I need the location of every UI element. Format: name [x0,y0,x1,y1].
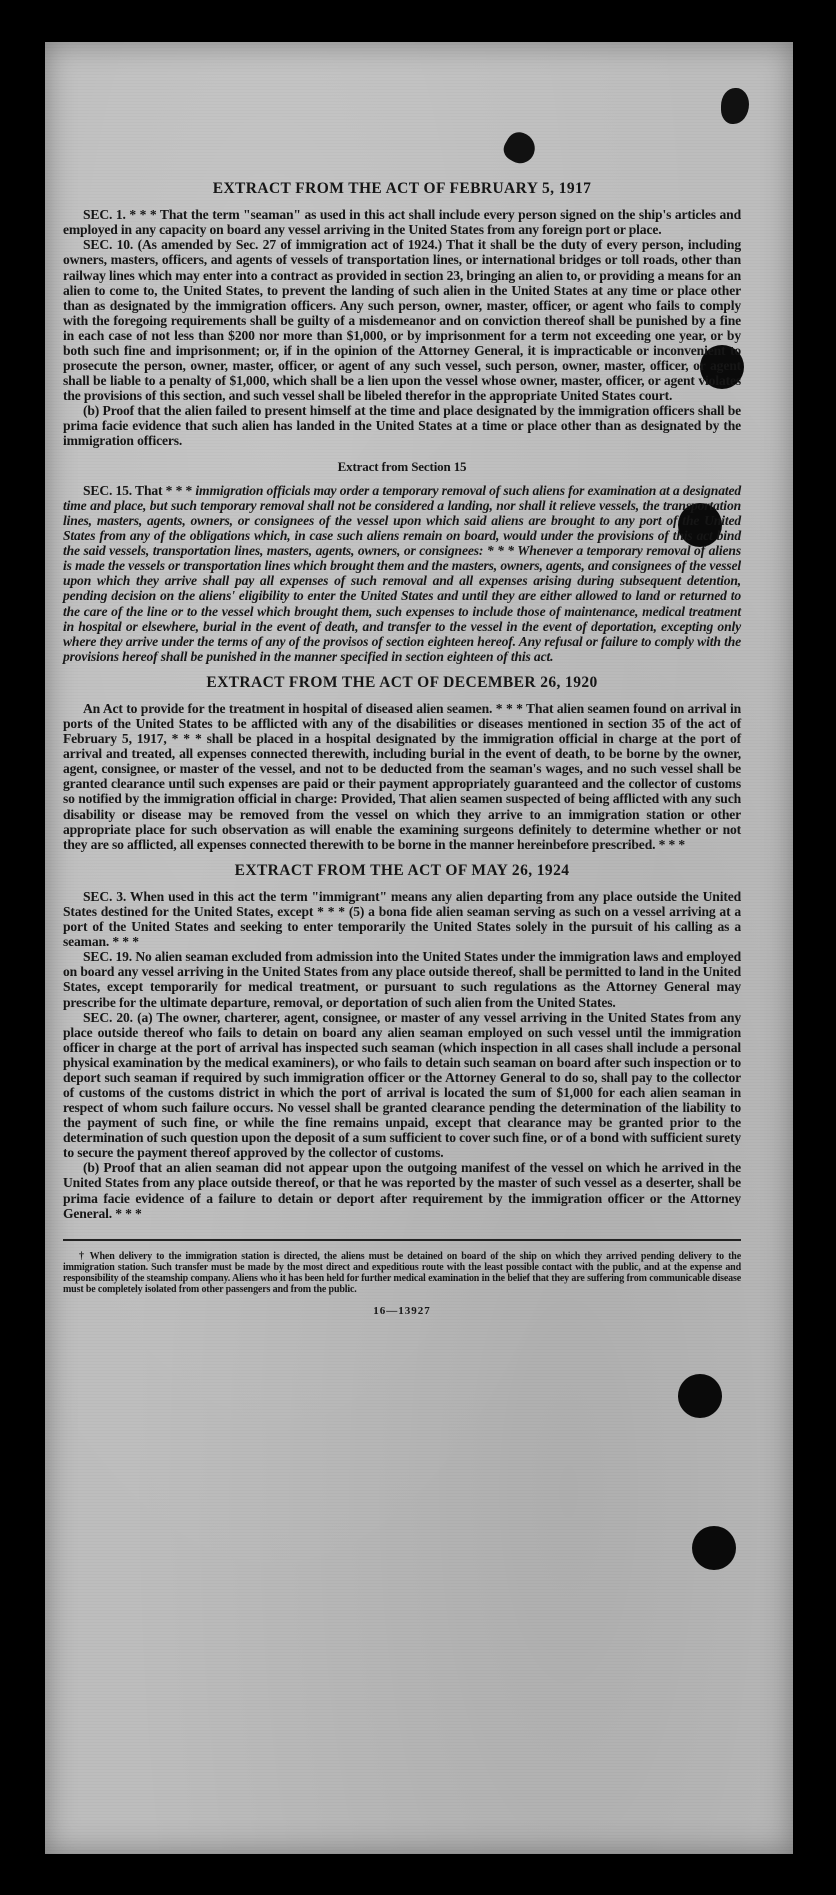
section-15-body: immigration officials may order a temporary removal of such aliens for examination at a designated time and place, but such temporary removal shall not be considered a landing, nor shall it relieve vessels, the transportation lines, masters, agents, owners, or consignees of the vessel upon which said aliens are brought to any port of the United States from any of the obligations which, in case such aliens remain on board, would under the provisions of this act bind the said vessels, transportation lines, masters, agents, owners, or consignees: * * * Whenever a temporary removal of aliens is made the vessels or transportation lines which brought them and the masters, owners, agents, and consignees of the vessel upon which they arrive shall pay all expenses of such removal and all expenses arising during subsequent detention, pending decision on the aliens' eligibility to enter the United States and until they are either allowed to land or returned to the care of the line or to the vessel which brought them, such expenses to include those of maintenance, medical treatment in hospital or elsewhere, burial in the event of death, and transfer to the vessel in the event of deportation, excepting only where they arrive under the terms of any of the provisos of section eighteen hereof. Any refusal or failure to comply with the provisions hereof shall be punished in the manner specified in section eighteen of this act. [63,482,741,664]
punch-hole [678,1374,722,1418]
page-identifier: 16—13927 [373,1304,431,1317]
heading-act-1917: EXTRACT FROM THE ACT OF FEBRUARY 5, 1917 [212,180,592,197]
section-20a-paragraph: SEC. 20. (a) The owner, charterer, agent, consignee, or master of any vessel arriving in the United States from any place outside thereof who fails to detain on board any alien seaman employed on such vessel until the immigration officer in charge at the port of arrival has inspected such seaman (which inspection in all cases shall include a personal physical examination by the medical examiners), or who fails to detain such seaman on board after such inspection or to deport such seaman if required by such immigration officer or the Attorney General to do so, shall pay to the collector of customs of the customs district in which the port of arrival is located the sum of $1,000 for each alien seaman in respect of whom such failure occurs. No vessel shall be granted clearance pending the determination of the liability to the payment of such fine, or while the fine remains unpaid, except that clearance may be granted prior to the determination of such question upon the deposit of a sum sufficient to cover such fine, or of a bond with sufficient surety to secure the payment thereof approved by the collector of customs. [63,1009,741,1161]
section-3-paragraph: SEC. 3. When used in this act the term "immigrant" means any alien departing from any place outside the United States destined for the United States, except * * * (5) a bona fide alien seaman serving as such on a vessel arriving at a port of the United States and seeking to enter temporarily the United States solely in the pursuit of his calling as a seaman. * * * [63,889,741,950]
section-19-paragraph: SEC. 19. No alien seaman excluded from admission into the United States under the immigration laws and employed on board any vessel arriving in the United States from any place outside thereof, shall be permitted to land in the United States, except temporarily for medical treatment, or pursuant to such regulations as the Attorney General may prescribe for the ultimate departure, removal, or deportation of such alien from the United States. [63,949,741,1010]
punch-hole [692,1526,736,1570]
footnote: † When delivery to the immigration station is directed, the aliens must be detained on board of the ship on which they arrived pending delivery to the immigration station. Such transfer must be made by the most direct and expeditious route with the least possible contact with the public, and at the expense and responsibility of the steamship company. Aliens who it has been held for further medical examination in the belief that they are suffering from communicable disease must be completely isolated from other passengers and from the public. [63,1250,741,1295]
heading-act-1924: EXTRACT FROM THE ACT OF MAY 26, 1924 [234,861,570,879]
act-1920-paragraph: An Act to provide for the treatment in hospital of diseased alien seamen. * * * That alien seamen found on arrival in ports of the United States to be afflicted with any of the disabilities or diseases mentioned in section 35 of the act of February 5, 1917, * * * shall be placed in a hospital designated by the immigration official in charge at the port of arrival and treated, all expenses connected therewith, including burial in the event of death, to be borne by the owner, agent, consignee, or master of the vessel, and not to be deducted from the seaman's wages, and no such vessel shall be granted clearance until such expenses are paid or their payment appropriately guaranteed and the collector of customs so notified by the immigration official in charge: Provided, That alien seamen suspected of being afflicted with any such disability or disease may be removed from the vessel on which they arrive to an immigration station or other appropriate place for such observation as will enable the examining surgeons definitely to determine whether or not they are so afflicted, all expenses connected therewith to be borne in the manner hereinbefore prescribed. * * * [63,701,741,852]
section-20b-paragraph: (b) Proof that an alien seaman did not appear upon the outgoing manifest of the vessel on which he arrived in the United States from any place outside thereof, or that he was reported by the master of such vessel as a deserter, shall be prima facie evidence of a failure to detain or deport after requirement by the immigration officer or the Attorney General. * * * [63,1160,741,1221]
heading-act-1920: EXTRACT FROM THE ACT OF DECEMBER 26, 1920 [206,673,598,691]
subheading-section-15: Extract from Section 15 [337,459,467,475]
section-10-paragraph: SEC. 10. (As amended by Sec. 27 of immigration act of 1924.) That it shall be the duty of every person, including owners, masters, officers, and agents of vessels of transportation lines, or international bridges or toll roads, other than railway lines which may enter into a contract as provided in section 23, bringing an alien to, or providing a means for an alien to come to, the United States, to prevent the landing of such alien in the United States at any time or place other than as designated by the immigration officers. Any such person, owner, master, officer, or agent who fails to comply with the foregoing requirements shall be guilty of a misdemeanor and on conviction thereof shall be punished by a fine in each case of not less than $200 nor more than $1,000, or by imprisonment for a term not exceeding one year, or by both such fine and imprisonment; or, if in the opinion of the Attorney General, it is impracticable or inconvenient to prosecute the person, owner, master, officer, or agent of any such vessel, such person, owner, master, officer, or agent shall be liable to a penalty of $1,000, which shall be a lien upon the vessel whose owner, master, officer, or agent violates the provisions of this section, and such vessel shall be libeled therefor in the appropriate United States court. [63,237,741,404]
section-1-paragraph: SEC. 1. * * * That the term "seaman" as used in this act shall include every person signed on the ship's articles and employed in any capacity on board any vessel arriving in the United States from any foreign port or place. [63,207,741,238]
section-15-paragraph [63,483,741,664]
document-body [63,180,741,1317]
footnote-divider [63,1239,741,1241]
section-15-lead: SEC. 15. That * * * [83,482,196,498]
section-10b-paragraph: (b) Proof that the alien failed to present himself at the time and place designated by the immigration officers shall be prima facie evidence that such alien has landed in the United States at a time or place other than as designated by the immigration officers. [63,403,741,449]
